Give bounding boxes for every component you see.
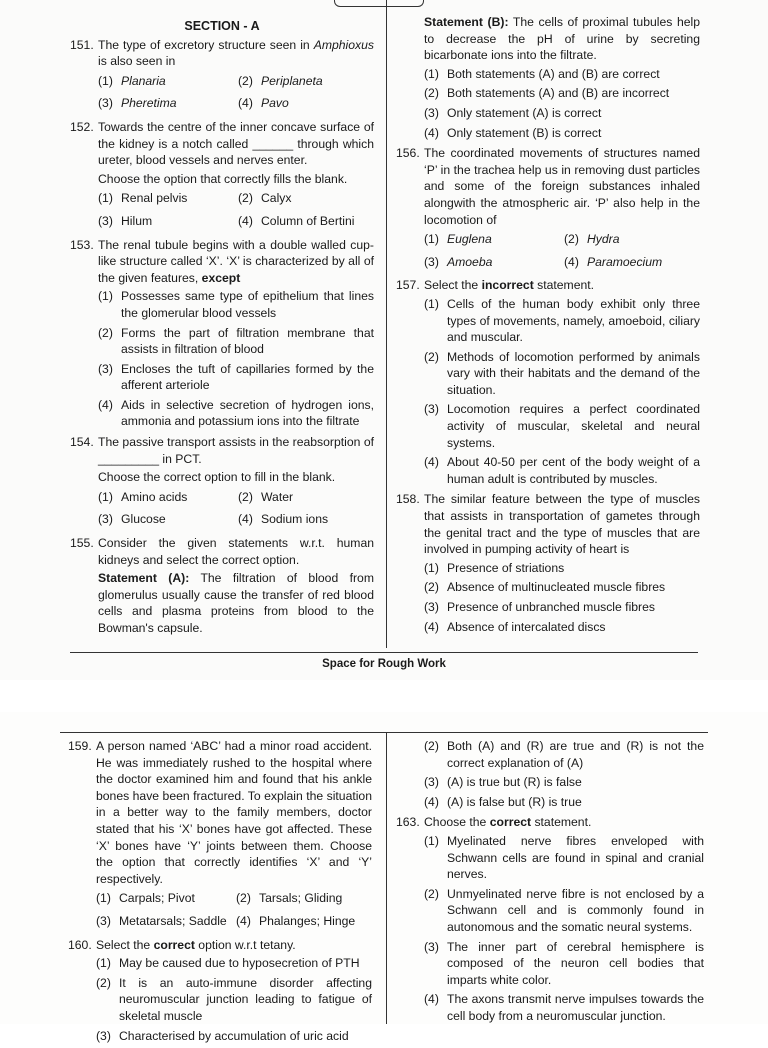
option-1: (1) Cells of the human body exhibit only three types of movements, namely, amoeboid, ciliary and muscular. [424,296,700,345]
question-number: 159. [68,739,92,753]
options [68,890,372,932]
option-2: (2) Periplaneta [238,73,323,88]
option-1: (1) Both statements (A) and (B) are correct [424,66,660,81]
option-3: (3) (A) is true but (R) is false [424,775,582,790]
option-1: (1) Myelinated nerve fibres enveloped with Schwann cells are found in spinal and cranial nerves. [424,833,704,882]
option-4: (4) Paramoecium [564,254,663,269]
question-number: 157. [396,278,420,293]
option-4: (4) Only statement (B) is correct [424,125,602,140]
options [396,231,700,273]
question-text: A person named ‘ABC’ had a minor road accident. He was immediately rushed to the hospital where the doctor examined him and found that his ankle bones have been fractured. To explain the situation in a better way to the family members, doctor stated that his ‘X’ bones have got affected. These ‘X’ bones have ‘Y’ joints between them. Choose the option that correctly identifies ‘X’ and ‘Y’ respectively. [96,739,372,886]
option-4: (4) Phalanges; Hinge [236,913,356,928]
options [396,738,704,810]
column-divider [386,732,387,1024]
option-3: (3) Amoeba [424,254,493,269]
option-3: (3) Only statement (A) is correct [424,105,602,120]
left-column [70,18,374,641]
options [396,833,704,1025]
question-text: The renal tubule begins with a double walled cup-like structure called ‘X’. ‘X’ is characterized by all of the given features, except [98,237,374,285]
option-3: (3) Presence of unbranched muscle fibres [424,600,655,614]
option-2: (2) Unmyelinated nerve fibre is not enclosed by a Schwann cell and is commonly found in autonomous and the somatic neural systems. [424,886,704,934]
header-divider [60,732,708,733]
question-number: 163. [396,815,420,830]
option-2: (2) Both statements (A) and (B) are incorrect [424,86,670,101]
question-159 [68,738,372,933]
question-number: 151. [70,37,94,52]
question-151 [70,37,374,115]
question-153 [70,237,374,431]
options [70,73,374,115]
option-4: (4) About 40-50 per cent of the body weight of a human adult is contributed by muscles. [424,455,700,486]
option-1: (1) Amino acids [98,489,188,504]
question-instruction: Choose the correct option to fill in the blank. [98,470,336,485]
question-number: 154. [70,435,94,450]
exam-page-2 [0,712,768,1043]
option-2: (2) Absence of multinucleated muscle fibres [424,580,666,595]
question-154 [70,434,374,531]
option-1: (1) Planaria [98,73,166,88]
question-text: Consider the given statements w.r.t. human kidneys and select the correct option. [98,536,374,567]
options [68,955,372,1044]
option-3: (3) The inner part of cerebral hemisphere is composed of the neuron cell bodies that imparts white color. [424,939,704,987]
question-158 [396,491,700,635]
option-4: (4) Aids in selective secretion of hydrogen ions, ammonia and potassium ions into the filtrate [98,397,374,429]
option-2: (2) Water [238,489,294,504]
option-4: (4) Absence of intercalated discs [424,619,606,634]
option-2: (2) Forms the part of filtration membrane that assists in filtration of blood [98,325,374,357]
question-text: Select the correct option w.r.t tetany. [96,937,296,952]
question-number: 153. [70,237,94,252]
question-text: The type of excretory structure seen in Amphioxus is also seen in [98,37,374,69]
option-4: (4) Sodium ions [238,512,329,527]
question-number: 152. [70,119,94,134]
option-1: (1) Carpals; Pivot [96,891,195,906]
option-4: (4) Column of Bertini [238,213,355,228]
question-text: Choose the correct statement. [424,815,592,830]
option-4: (4) Pavo [238,96,289,111]
option-1: (1) Euglena [424,232,492,247]
left-column [68,738,372,1048]
question-instruction: Choose the option that correctly fills the blank. [98,171,348,186]
question-156 [396,145,700,273]
question-157 [396,277,700,487]
statement-a: Statement (A): The filtration of blood from glomerulus usually cause the transfer of red blood cells and plasma proteins from blood to the Bowman's capsule. [98,571,374,635]
column-divider [386,0,387,648]
question-152 [70,119,374,233]
question-163 [396,814,704,1024]
option-3: (3) Pheretima [98,96,177,111]
question-text: The similar feature between the type of muscles that assists in transportation of gametes through the genital tract and the type of muscles that are involved in pumping activity of heart is [424,492,700,557]
option-3: (3) Encloses the tuft of capillaries formed by the afferent arteriole [98,361,374,393]
option-3: (3) Hilum [98,213,153,228]
option-1: (1) Renal pelvis [98,191,188,206]
section-title: SECTION - A [184,19,260,33]
options [70,489,374,531]
option-4: (4) The axons transmit nerve impulses towards the cell body from a neuromuscular junction. [424,992,704,1023]
options [396,66,700,141]
option-1: (1) Possesses same type of epithelium that lines the glomerular blood vessels [98,289,374,320]
header-tab [334,0,424,7]
option-2: (2) Tarsals; Gliding [236,891,343,906]
question-text: The passive transport assists in the reabsorption of _________ in PCT. [98,435,374,466]
options [396,296,700,488]
question-160 [68,937,372,1045]
question-155 [70,535,374,637]
option-4: (4) (A) is false but (R) is true [424,794,582,809]
options [70,190,374,232]
question-number: 160. [68,937,92,952]
question-text: The coordinated movements of structures named ‘P’ in the trachea help us in removing dust particles and some of the foreign substances inhaled alongwith the atmospheric air. ‘P’ also help in the locomotion of [424,146,700,227]
option-2: (2) Methods of locomotion performed by animals vary with their habitats and the demand of the situation. [424,349,700,397]
option-2: (2) Both (A) and (R) are true and (R) is not the correct explanation of (A) [424,739,704,770]
question-number: 155. [70,536,94,551]
options [70,288,374,430]
question-number: 156. [396,146,420,161]
option-2: (2) It is an auto-immune disorder affecting neuromuscular junction leading to fatigue of skeletal muscle [96,975,372,1023]
option-3: (3) Metatarsals; Saddle [96,913,227,928]
rough-work-label: Space for Rough Work [322,658,446,670]
option-3: (3) Glucose [98,512,166,527]
option-1: (1) May be caused due to hyposecretion of PTH [96,956,360,971]
options [396,560,700,635]
question-number: 158. [396,492,420,507]
question-text: Select the incorrect statement. [424,278,595,293]
option-1: (1) Presence of striations [424,560,565,575]
right-column [396,736,704,1029]
option-3: (3) Characterised by accumulation of uric acid [96,1028,349,1043]
question-text: Towards the centre of the inner concave surface of the kidney is a notch called ______ through which ureter, blood vessels and nerves enter. [98,119,374,168]
footer-divider [70,652,698,653]
right-column [396,14,700,639]
question-155-continued [396,14,700,141]
option-3: (3) Locomotion requires a perfect coordinated activity of muscular, skeletal and neural systems. [424,402,700,450]
option-2: (2) Calyx [238,191,292,206]
previous-question-continued [396,738,704,810]
statement-b: Statement (B): The cells of proximal tubules help to decrease the pH of urine by secreting bicarbonate ions into the filtrate. [424,15,700,63]
option-2: (2) Hydra [564,232,620,247]
